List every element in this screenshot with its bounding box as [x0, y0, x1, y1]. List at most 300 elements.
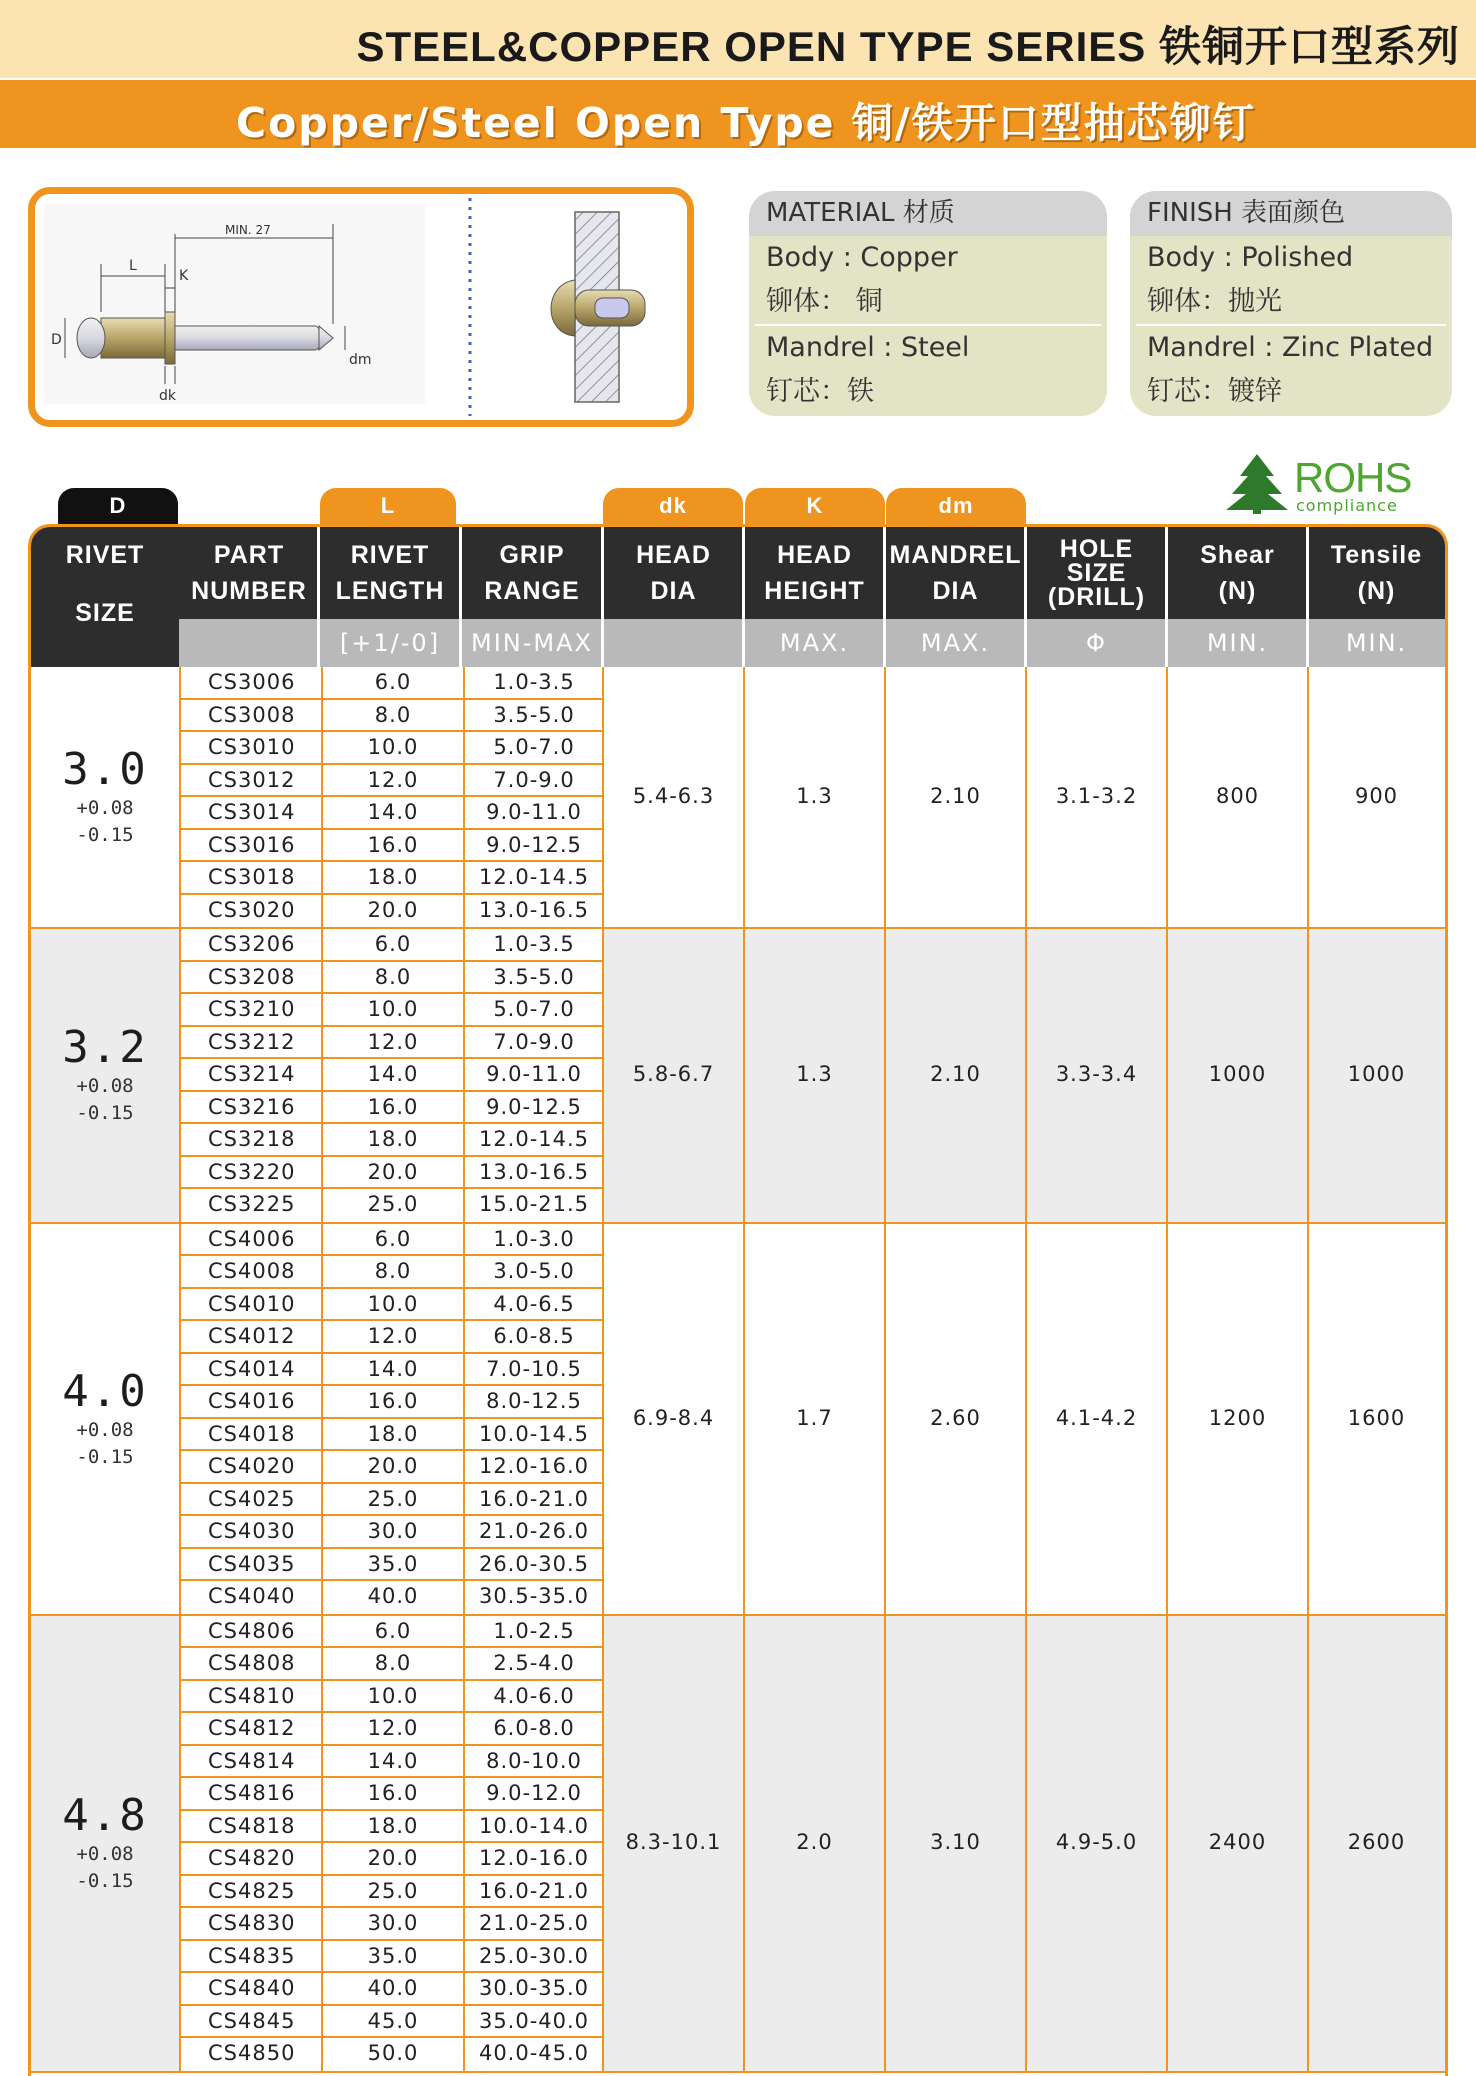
grip-range: 8.0-10.0	[463, 1746, 603, 1777]
header-rivet-size	[31, 527, 179, 667]
header-head-height-line2: HEIGHT	[764, 577, 865, 605]
page-subtitle: Copper/Steel Open Type 铜/铁开口型抽芯铆钉	[236, 99, 1256, 147]
subheader-head-dia	[603, 619, 744, 667]
table-row	[181, 1484, 603, 1517]
part-number: CS3214	[208, 1062, 296, 1086]
rivet-size-cell	[31, 745, 179, 849]
table-row	[181, 1224, 603, 1257]
table-row	[181, 1451, 603, 1484]
subheader-rivet-length: [+1/-0]	[319, 619, 461, 667]
grip-range: 35.0-40.0	[463, 2006, 603, 2037]
rivet-length: 10.0	[321, 732, 463, 763]
grip-range: 21.0-25.0	[463, 1908, 603, 1939]
rivet-length: 10.0	[321, 1681, 463, 1712]
header-grip-range-line1: GRIP	[499, 541, 565, 569]
header-hole-size-line3: (DRILL)	[1047, 583, 1146, 611]
header-rivet-length-line1: RIVET	[350, 541, 430, 569]
grip-range: 9.0-12.5	[463, 1092, 603, 1123]
part-number: CS4840	[208, 1976, 296, 2000]
part-rows	[179, 1616, 603, 2071]
grip-range: 6.0-8.5	[463, 1321, 603, 1352]
hole-size-value: 3.1-3.2	[1055, 784, 1138, 808]
tolerance-minus: -0.15	[76, 824, 134, 846]
part-number: CS4040	[208, 1584, 296, 1608]
part-number: CS4012	[208, 1324, 296, 1348]
header-part-number-line2: NUMBER	[191, 577, 307, 605]
part-number: CS4006	[208, 1226, 296, 1251]
grip-range: 10.0-14.5	[463, 1419, 603, 1450]
rivet-length: 6.0	[321, 1224, 463, 1255]
rivet-length: 8.0	[321, 962, 463, 993]
table-row	[181, 1746, 603, 1779]
table-row	[181, 765, 603, 798]
rohs-badge	[1222, 452, 1412, 514]
grip-range: 7.0-10.5	[463, 1354, 603, 1385]
table-row	[181, 1549, 603, 1582]
part-number: CS3014	[208, 800, 296, 824]
header-separator	[883, 527, 886, 667]
table-row	[181, 862, 603, 895]
rivet-length: 40.0	[321, 1581, 463, 1614]
grip-range: 4.0-6.5	[463, 1289, 603, 1320]
table-row	[181, 1289, 603, 1322]
tab-l: L	[320, 488, 456, 524]
table-row	[181, 732, 603, 765]
tab-d: D	[58, 488, 178, 524]
grip-range: 9.0-11.0	[463, 797, 603, 828]
rivet-size-value: 4.8	[62, 1790, 148, 1841]
part-number: CS4830	[208, 1911, 296, 1935]
rivet-length: 8.0	[321, 700, 463, 731]
hole-size-value: 4.1-4.2	[1055, 1405, 1138, 1430]
header-tensile	[1308, 527, 1445, 619]
head-dia-value: 5.4-6.3	[632, 784, 715, 808]
rivet-length: 10.0	[321, 994, 463, 1025]
part-number: CS4010	[208, 1291, 296, 1316]
rivet-length: 35.0	[321, 1941, 463, 1972]
material-body-cn: 铆体： 铜	[766, 286, 883, 317]
header-mandrel-dia	[885, 527, 1026, 619]
grip-range: 12.0-14.5	[463, 862, 603, 893]
header-shear-line1: Shear	[1200, 541, 1275, 569]
part-number: CS3206	[208, 932, 296, 956]
rivet-length: 50.0	[321, 2038, 463, 2071]
part-rows	[179, 667, 603, 927]
material-mandrel-cn: 钉芯：铁	[766, 376, 874, 407]
rivet-size-cell	[31, 1367, 179, 1471]
rivet-length: 16.0	[321, 1386, 463, 1417]
grip-range: 21.0-26.0	[463, 1516, 603, 1547]
table-row	[181, 667, 603, 700]
mandrel-dia-value: 2.10	[930, 1062, 981, 1087]
size-group	[31, 667, 1445, 927]
material-header: MATERIAL 材质	[749, 191, 1107, 236]
hole-size-value: 3.3-3.4	[1055, 1062, 1138, 1087]
table-row	[181, 1648, 603, 1681]
rivet-size-cell	[31, 1023, 179, 1127]
grip-range: 9.0-12.0	[463, 1778, 603, 1809]
table-row	[181, 1124, 603, 1157]
table-row	[181, 1092, 603, 1125]
grip-range: 12.0-16.0	[463, 1843, 603, 1874]
table-row	[181, 1157, 603, 1190]
table-row	[181, 1876, 603, 1909]
subheader-grip-range: MIN-MAX	[461, 619, 603, 667]
rivet-length: 20.0	[321, 1843, 463, 1874]
part-number: CS3018	[208, 865, 296, 889]
grip-range: 5.0-7.0	[463, 732, 603, 763]
part-number: CS3220	[208, 1159, 296, 1184]
grip-range: 10.0-14.0	[463, 1811, 603, 1842]
table-row	[181, 1973, 603, 2006]
grip-range: 16.0-21.0	[463, 1484, 603, 1515]
rivet-length: 18.0	[321, 1811, 463, 1842]
table-row	[181, 1681, 603, 1714]
grip-range: 1.0-3.5	[463, 667, 603, 698]
mandrel-head	[77, 318, 105, 358]
rivet-size-value: 3.2	[62, 1022, 148, 1074]
rivet-length: 35.0	[321, 1549, 463, 1580]
rivet-length: 18.0	[321, 1419, 463, 1450]
header-separator	[742, 527, 745, 667]
header-grip-range-line2: RANGE	[484, 577, 580, 605]
subheader-shear: MIN.	[1167, 619, 1308, 667]
part-number: CS3216	[208, 1094, 296, 1119]
subheader-head-height: MAX.	[744, 619, 885, 667]
header-head-dia-line1: HEAD	[636, 541, 711, 569]
label-dk: dk	[159, 388, 176, 404]
shear-value: 2400	[1208, 1830, 1267, 1854]
table-row	[181, 1027, 603, 1060]
spec-table	[28, 524, 1448, 2076]
page-title: STEEL&COPPER OPEN TYPE SERIES 铁铜开口型系列	[356, 23, 1460, 70]
mandrel-dia-value: 2.60	[930, 1405, 981, 1430]
part-number: CS4016	[208, 1389, 296, 1413]
rivet-length: 16.0	[321, 830, 463, 861]
grip-range: 13.0-16.5	[463, 1157, 603, 1188]
rivet-length: 45.0	[321, 2006, 463, 2037]
header-head-height	[744, 527, 885, 619]
table-row	[181, 1908, 603, 1941]
part-number: CS4814	[208, 1748, 296, 1773]
grip-range: 3.5-5.0	[463, 700, 603, 731]
header-rivet-length	[319, 527, 461, 619]
table-row	[181, 1811, 603, 1844]
material-panel	[749, 191, 1107, 416]
part-number: CS4845	[208, 2008, 296, 2033]
part-number: CS4810	[208, 1683, 296, 1708]
head-height-value: 2.0	[796, 1830, 833, 1854]
table-row	[181, 895, 603, 928]
part-number: CS3012	[208, 767, 296, 792]
rivet-length: 30.0	[321, 1908, 463, 1939]
table-row	[181, 1354, 603, 1387]
rivet-length: 10.0	[321, 1289, 463, 1320]
part-rows	[179, 929, 603, 1222]
mandrel-dia-value: 2.10	[930, 784, 981, 808]
rivet-body	[101, 318, 165, 358]
subheader-mandrel-dia: MAX.	[885, 619, 1026, 667]
table-row	[181, 1778, 603, 1811]
header-tensile-line1: Tensile	[1330, 541, 1423, 569]
header-mandrel-dia-line2: DIA	[932, 577, 979, 605]
grip-range: 26.0-30.5	[463, 1549, 603, 1580]
rivet-diagram	[28, 187, 694, 427]
header-separator	[459, 527, 462, 667]
label-l: L	[129, 258, 137, 274]
grip-range: 3.0-5.0	[463, 1256, 603, 1287]
rivet-length: 14.0	[321, 797, 463, 828]
part-number: CS4025	[208, 1486, 296, 1511]
table-row	[181, 929, 603, 962]
part-number: CS4808	[208, 1651, 296, 1675]
mandrel-dia-value: 3.10	[930, 1830, 981, 1854]
rivet-length: 20.0	[321, 1451, 463, 1482]
grip-range: 5.0-7.0	[463, 994, 603, 1025]
finish-body: Body : Polished	[1147, 242, 1354, 273]
part-number: CS3006	[208, 670, 296, 694]
part-number: CS3008	[208, 702, 296, 727]
table-row	[181, 1059, 603, 1092]
rivet-length: 8.0	[321, 1648, 463, 1679]
tensile-value: 2600	[1347, 1830, 1406, 1854]
rivet-length: 6.0	[321, 667, 463, 698]
hole-size-value: 4.9-5.0	[1055, 1830, 1138, 1854]
tab-k: K	[745, 488, 885, 524]
rivet-length: 40.0	[321, 1973, 463, 2004]
rivet-length: 14.0	[321, 1059, 463, 1090]
head-dia-value: 5.8-6.7	[632, 1062, 715, 1087]
part-number: CS3208	[208, 964, 296, 989]
tolerance-plus: +0.08	[76, 1075, 134, 1098]
rivet-length: 20.0	[321, 1157, 463, 1188]
part-number: CS4020	[208, 1454, 296, 1478]
part-number: CS4030	[208, 1519, 296, 1543]
tolerance-minus: -0.15	[76, 1870, 134, 1892]
grip-range: 1.0-3.5	[463, 929, 603, 960]
part-number: CS4825	[208, 1878, 296, 1903]
rivet-drawing	[35, 194, 687, 420]
part-number: CS4820	[208, 1846, 296, 1870]
rivet-length: 20.0	[321, 895, 463, 928]
tolerance-minus: -0.15	[76, 1445, 134, 1468]
part-number: CS3016	[208, 832, 296, 857]
rohs-compliance: compliance	[1296, 496, 1398, 515]
part-number: CS4816	[208, 1781, 296, 1805]
rivet-size-cell	[31, 1791, 179, 1895]
grip-range: 25.0-30.0	[463, 1941, 603, 1972]
header-hole-size-line2: SIZE	[1066, 559, 1127, 587]
rivet-length: 12.0	[321, 1321, 463, 1352]
grip-range: 4.0-6.0	[463, 1681, 603, 1712]
header-head-dia	[603, 527, 744, 619]
size-group	[31, 929, 1445, 1222]
rivet-head	[165, 312, 175, 364]
head-dia-value: 6.9-8.4	[632, 1405, 715, 1430]
material-mandrel: Mandrel : Steel	[766, 332, 970, 363]
part-number: CS4035	[208, 1551, 296, 1576]
table-row	[181, 1386, 603, 1419]
header-separator	[317, 527, 320, 667]
part-number: CS4008	[208, 1259, 296, 1283]
grip-range: 9.0-11.0	[463, 1059, 603, 1090]
rivet-length: 25.0	[321, 1876, 463, 1907]
part-number: CS4812	[208, 1716, 296, 1740]
rivet-length: 30.0	[321, 1516, 463, 1547]
subheader-hole-size: Φ	[1026, 619, 1167, 667]
table-row	[181, 2006, 603, 2039]
grip-range: 13.0-16.5	[463, 895, 603, 928]
rivet-length: 12.0	[321, 1027, 463, 1058]
label-min27: MIN. 27	[225, 223, 271, 237]
table-row	[181, 1256, 603, 1289]
grip-range: 15.0-21.5	[463, 1189, 603, 1222]
grip-range: 40.0-45.0	[463, 2038, 603, 2071]
rivet-length: 16.0	[321, 1092, 463, 1123]
rivet-size-value: 4.0	[62, 1365, 148, 1417]
rivet-size-value: 3.0	[62, 744, 148, 795]
grip-range: 30.5-35.0	[463, 1581, 603, 1614]
header-rivet-size-line2: SIZE	[75, 599, 135, 627]
rohs-label: ROHS	[1294, 454, 1412, 501]
grip-range: 3.5-5.0	[463, 962, 603, 993]
head-height-value: 1.3	[796, 784, 833, 808]
rivet-length: 14.0	[321, 1354, 463, 1385]
size-group	[31, 1616, 1445, 2071]
table-row	[181, 1941, 603, 1974]
tolerance-plus: +0.08	[76, 1418, 134, 1441]
header-hole-size-line1: HOLE	[1059, 535, 1134, 563]
table-row	[181, 2038, 603, 2071]
part-number: CS4818	[208, 1813, 296, 1838]
tab-dm: dm	[886, 488, 1026, 524]
header-grip-range	[461, 527, 603, 619]
header-part-number	[179, 527, 319, 619]
finish-panel	[1130, 191, 1452, 416]
table-row	[181, 830, 603, 863]
table-row	[181, 1616, 603, 1649]
tolerance-plus: +0.08	[76, 797, 134, 819]
header-part-number-line1: PART	[213, 541, 285, 569]
size-group	[31, 1224, 1445, 1614]
table-row	[181, 1419, 603, 1452]
rivet-length: 18.0	[321, 862, 463, 893]
shear-value: 1000	[1208, 1062, 1267, 1087]
part-number: CS3218	[208, 1127, 296, 1151]
grip-range: 8.0-12.5	[463, 1386, 603, 1417]
head-height-value: 1.3	[796, 1062, 833, 1087]
header-mandrel-dia-line1: MANDREL	[889, 541, 1022, 569]
finish-header: FINISH 表面颜色	[1130, 191, 1452, 236]
label-k: K	[179, 268, 189, 284]
table-row	[181, 1516, 603, 1549]
rivet-length: 14.0	[321, 1746, 463, 1777]
grip-range: 7.0-9.0	[463, 765, 603, 796]
grip-range: 16.0-21.0	[463, 1876, 603, 1907]
part-number: CS3212	[208, 1029, 296, 1054]
part-number: CS3010	[208, 735, 296, 759]
head-height-value: 1.7	[796, 1405, 833, 1430]
finish-mandrel-cn: 钉芯：镀锌	[1147, 376, 1282, 407]
grip-range: 9.0-12.5	[463, 830, 603, 861]
rivet-length: 8.0	[321, 1256, 463, 1287]
header-hole-size	[1026, 527, 1167, 619]
header-head-height-line1: HEAD	[777, 541, 852, 569]
tolerance-minus: -0.15	[76, 1102, 134, 1125]
table-row	[181, 1321, 603, 1354]
table-row	[181, 962, 603, 995]
shear-value: 1200	[1208, 1405, 1267, 1430]
table-row	[181, 994, 603, 1027]
header-separator	[1306, 527, 1309, 667]
subheader-tensile: MIN.	[1308, 619, 1445, 667]
shear-value: 800	[1215, 784, 1260, 808]
part-number: CS3210	[208, 997, 296, 1021]
section-rivet-head	[551, 280, 575, 336]
header-separator	[1165, 527, 1168, 667]
grip-range: 6.0-8.0	[463, 1713, 603, 1744]
part-number: CS4806	[208, 1618, 296, 1643]
rivet-length: 25.0	[321, 1484, 463, 1515]
table-row	[181, 1189, 603, 1222]
header-shear	[1167, 527, 1308, 619]
part-number: CS4835	[208, 1943, 296, 1968]
tab-dk: dk	[603, 488, 743, 524]
table-row	[181, 1843, 603, 1876]
table-row	[181, 1581, 603, 1614]
rivet-length: 6.0	[321, 929, 463, 960]
grip-range: 2.5-4.0	[463, 1648, 603, 1679]
rivet-length: 16.0	[321, 1778, 463, 1809]
header-rivet-length-line2: LENGTH	[335, 577, 445, 605]
tensile-value: 900	[1354, 784, 1399, 808]
grip-range: 1.0-2.5	[463, 1616, 603, 1647]
grip-range: 7.0-9.0	[463, 1027, 603, 1058]
tensile-value: 1600	[1347, 1405, 1406, 1430]
finish-body-cn: 铆体：抛光	[1147, 286, 1282, 317]
header-separator	[601, 527, 604, 667]
grip-range: 12.0-16.0	[463, 1451, 603, 1482]
section-mandrel	[595, 298, 629, 318]
group-divider	[31, 2071, 1445, 2073]
header-head-dia-line2: DIA	[650, 577, 697, 605]
finish-mandrel: Mandrel : Zinc Plated	[1147, 332, 1434, 363]
header-shear-line2: (N)	[1218, 577, 1257, 605]
tolerance-plus: +0.08	[76, 1843, 134, 1865]
table-row	[181, 797, 603, 830]
head-dia-value: 8.3-10.1	[625, 1830, 722, 1854]
grip-range: 1.0-3.0	[463, 1224, 603, 1255]
rivet-length: 12.0	[321, 1713, 463, 1744]
part-number: CS4014	[208, 1356, 296, 1381]
header-tensile-line2: (N)	[1357, 577, 1396, 605]
rivet-length: 6.0	[321, 1616, 463, 1647]
part-number: CS4850	[208, 2041, 296, 2065]
label-d: D	[51, 332, 62, 348]
grip-range: 12.0-14.5	[463, 1124, 603, 1155]
subheader-part-number	[179, 619, 319, 667]
part-rows	[179, 1224, 603, 1614]
part-number: CS3225	[208, 1192, 296, 1216]
rivet-length: 25.0	[321, 1189, 463, 1222]
material-body: Body : Copper	[766, 242, 958, 273]
table-row	[181, 700, 603, 733]
rivet-length: 12.0	[321, 765, 463, 796]
part-number: CS3020	[208, 897, 296, 922]
header-separator	[1024, 527, 1027, 667]
tree-icon	[1222, 452, 1292, 514]
part-number: CS4018	[208, 1421, 296, 1446]
